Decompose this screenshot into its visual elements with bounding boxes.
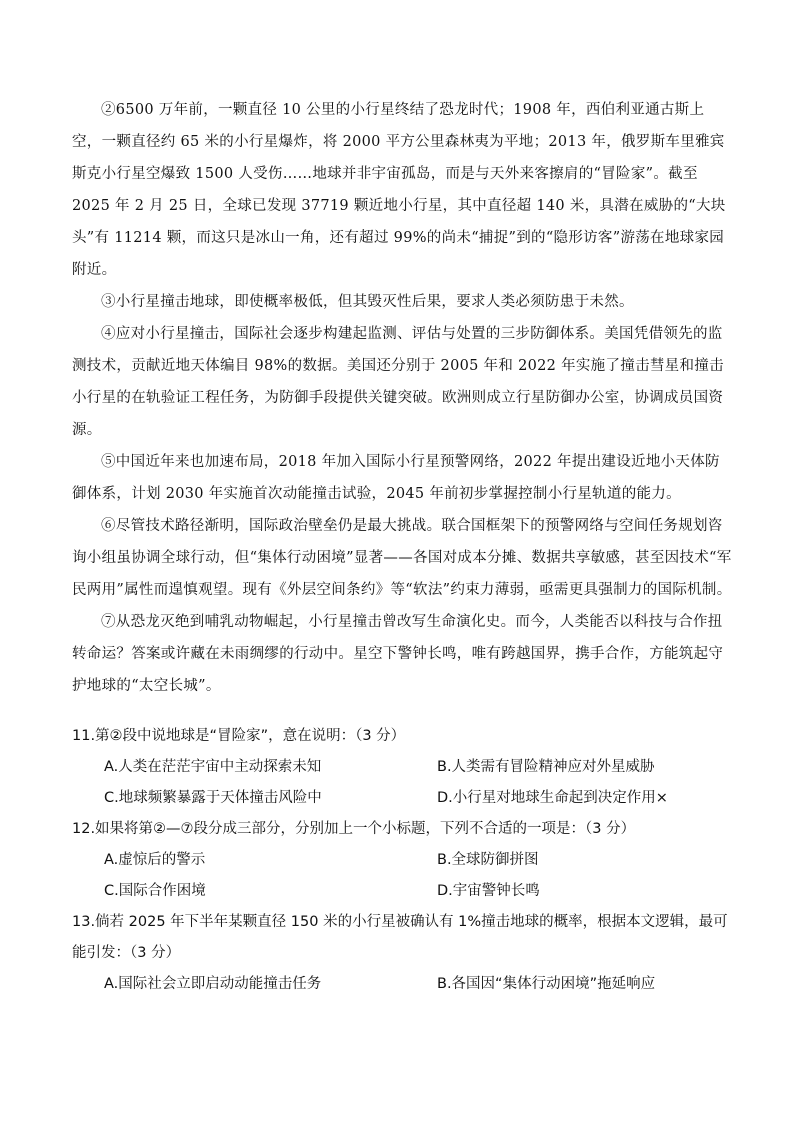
option-b: B.人类需有冒险精神应对外星威胁: [437, 759, 655, 775]
reading-passage: [72, 94, 732, 702]
question-stem: 13.倘若 2025 年下半年某颗直径 150 米的小行星被确认有 1%撞击地球的概率，根据本文逻辑，最可能引发：（3 分）: [72, 914, 728, 961]
option-list: [72, 969, 732, 1000]
question-stem: 11.第②段中说地球是“冒险家”，意在说明：（3 分）: [72, 728, 406, 744]
question-13: [72, 907, 732, 1000]
option-a: A.人类在茫茫宇宙中主动探索未知: [104, 759, 322, 775]
option-c: C.国际合作困境: [104, 883, 206, 899]
option-c: C.地球频繁暴露于天体撞击风险中: [104, 790, 322, 806]
option-b: B.全球防御拼图: [437, 852, 539, 868]
option-list: [72, 845, 732, 907]
paragraph-2: ②6500 万年前，一颗直径 10 公里的小行星终结了恐龙时代；1908 年，西伯利亚通古斯上空，一颗直径约 65 米的小行星爆炸，将 2000 平方公里森林夷为平地；2013 年，俄罗斯车里雅宾斯克小行星空爆致 1500 人受伤……地球并非宇宙孤岛，而是与天外来客擦肩的“冒险家”。截至 2025 年 2 月 25 日，全球已发现 37719 颗近地小行星，其中直径超 140 米，具潜在威胁的“大块头”有 11214 颗，而这只是冰山一角，还有超过 99%的尚未“捕捉”到的“隐形访客”游荡在地球家园附近。: [72, 102, 726, 278]
option-b: B.各国因“集体行动困境”拖延响应: [437, 976, 656, 992]
option-d: D.小行星对地球生命起到决定作用×: [437, 790, 668, 806]
paragraph-4: ④应对小行星撞击，国际社会逐步构建起监测、评估与处置的三步防御体系。美国凭借领先的监测技术，贡献近地天体编目 98%的数据。美国还分别于 2005 年和 2022 年实施了撞击彗星和撞击小行星的在轨验证工程任务，为防御手段提供关键突破。欧洲则成立行星防御办公室，协调成员国资源。: [72, 326, 724, 438]
option-d: D.宇宙警钟长鸣: [437, 883, 540, 899]
paragraph-7: ⑦从恐龙灭绝到哺乳动物崛起，小行星撞击曾改写生命演化史。而今，人类能否以科技与合作扭转命运？答案或许藏在未雨绸缪的行动中。星空下警钟长鸣，唯有跨越国界，携手合作，方能筑起守护地球的“太空长城”。: [72, 614, 724, 694]
question-11: [72, 721, 732, 814]
question-section: [72, 721, 732, 1000]
option-a: A.虚惊后的警示: [104, 852, 206, 868]
paragraph-5: ⑤中国近年来也加速布局，2018 年加入国际小行星预警网络，2022 年提出建设近地小天体防御体系，计划 2030 年实施首次动能撞击试验，2045 年前初步掌握控制小行星轨道的能力。: [72, 454, 720, 502]
option-list: [72, 752, 732, 814]
question-12: [72, 814, 732, 907]
option-a: A.国际社会立即启动动能撞击任务: [104, 976, 322, 992]
paragraph-6: ⑥尽管技术路径渐明，国际政治壁垒仍是最大挑战。联合国框架下的预警网络与空间任务规划咨询小组虽协调全球行动，但“集体行动困境”显著——各国对成本分摊、数据共享敏感，甚至因技术“军民两用”属性而遑慎观望。现有《外层空间条约》等“软法”约束力薄弱，亟需更具强制力的国际机制。: [72, 518, 732, 598]
question-stem: 12.如果将第②—⑦段分成三部分，分别加上一个小标题，下列不合适的一项是：（3 分）: [72, 821, 636, 837]
paragraph-3: ③小行星撞击地球，即使概率极低，但其毁灭性后果，要求人类必须防患于未然。: [101, 294, 634, 310]
